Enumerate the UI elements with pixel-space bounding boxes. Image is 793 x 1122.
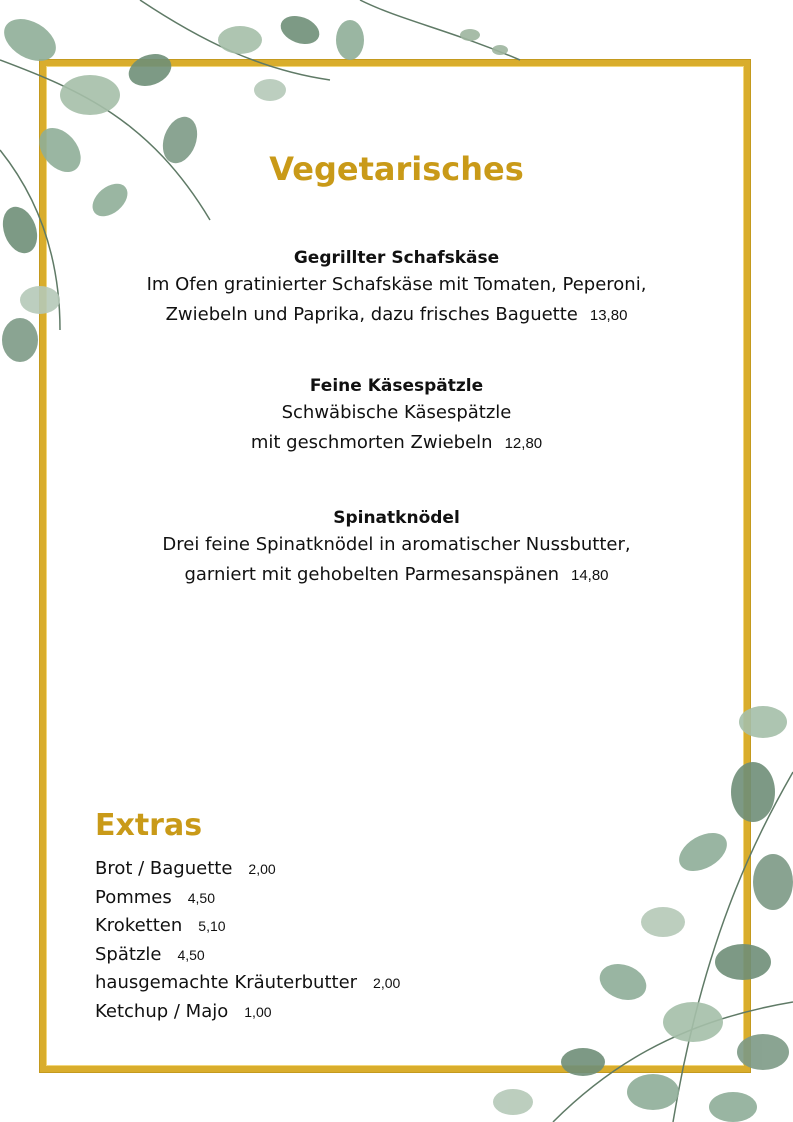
dish-description: Drei feine Spinatknödel in aromatischer Nussbutter, [162, 534, 631, 555]
extra-price: 4,50 [187, 889, 215, 906]
menu-item [0, 506, 793, 591]
dish-description: Schwäbische Käsespätzle [281, 402, 512, 423]
extra-label: Brot / Baguette [95, 858, 233, 879]
extra-price: 4,50 [177, 946, 205, 963]
dish-description: Im Ofen gratinierter Schafskäse mit Tomaten, Peperoni, [146, 274, 647, 295]
extra-price: 2,00 [248, 861, 276, 877]
menu-item [0, 374, 793, 459]
list-item [95, 998, 400, 1027]
dish-name: Feine Käsespätzle [309, 376, 484, 396]
extra-label: hausgemachte Kräuterbutter [95, 972, 358, 993]
list-item [95, 855, 400, 884]
extra-label: Pommes [95, 886, 172, 908]
section-title-vegetarisches: Vegetarisches [269, 150, 524, 188]
list-item [95, 941, 400, 970]
dish-price: 14,80 [570, 567, 609, 584]
dish-description: Zwiebeln und Paprika, dazu frisches Baguette [165, 304, 578, 325]
extra-label: Ketchup / Majo [95, 1000, 229, 1022]
extra-price: 5,10 [198, 918, 226, 934]
extras-list [95, 855, 400, 1026]
menu-item [0, 246, 793, 331]
extra-label: Kroketten [95, 915, 183, 936]
dish-name: Spinatknödel [333, 508, 460, 528]
list-item [95, 969, 400, 998]
extra-label: Spätzle [95, 943, 162, 965]
list-item [95, 912, 400, 941]
dish-description-line2 [0, 428, 793, 459]
extra-price: 2,00 [373, 975, 401, 991]
dish-description-line2 [0, 300, 793, 331]
extra-price: 1,00 [244, 1003, 272, 1020]
list-item [95, 884, 400, 913]
dish-price: 12,80 [504, 435, 543, 452]
dish-description: garniert mit gehobelten Parmesanspänen [184, 564, 559, 585]
dish-price: 13,80 [589, 307, 628, 324]
section-title-extras: Extras [95, 808, 203, 843]
dish-name: Gegrillter Schafskäse [293, 248, 500, 268]
dish-description-line2 [0, 560, 793, 591]
dish-description: mit geschmorten Zwiebeln [250, 432, 493, 453]
